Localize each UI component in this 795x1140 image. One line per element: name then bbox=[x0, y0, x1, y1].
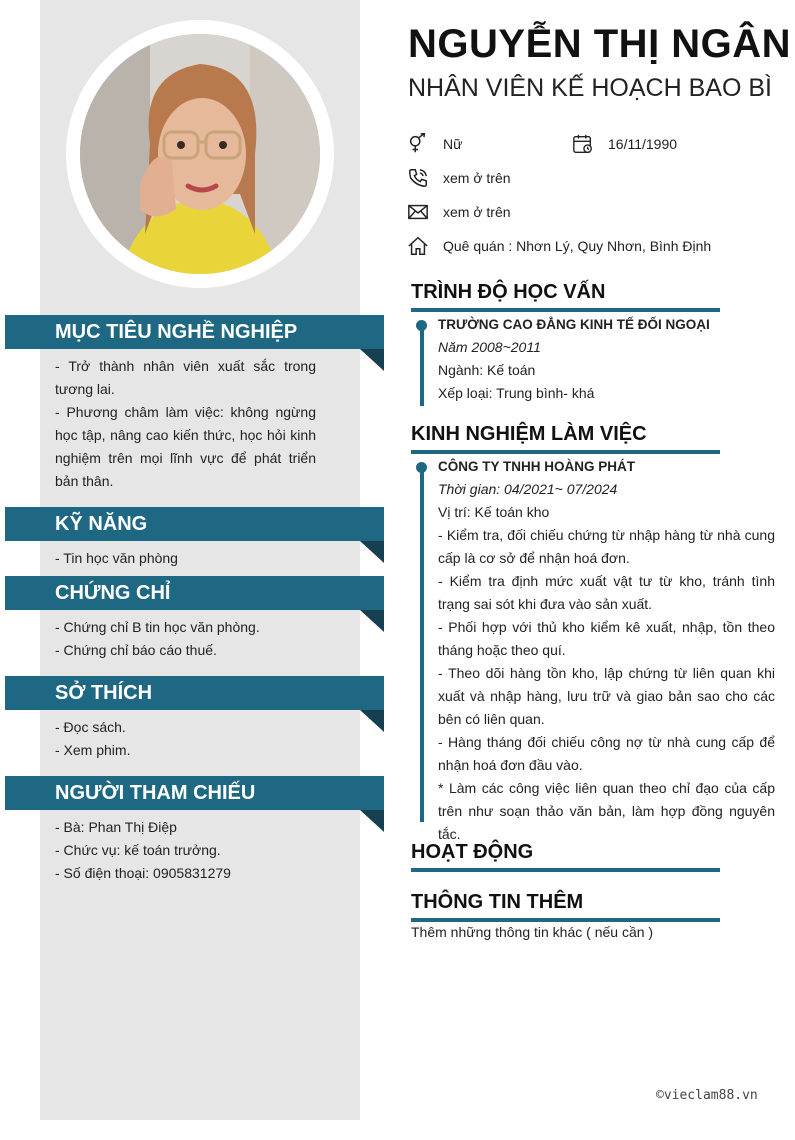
section-additional-title: THÔNG TIN THÊM bbox=[411, 891, 584, 913]
section-certificates-title: CHỨNG CHỈ bbox=[55, 582, 171, 604]
candidate-job-title: NHÂN VIÊN KẾ HOẠCH BAO BÌ bbox=[408, 74, 772, 102]
section-activities-title: HOẠT ĐỘNG bbox=[411, 841, 534, 863]
phone-icon bbox=[407, 167, 429, 189]
email-value: xem ở trên bbox=[443, 204, 511, 220]
section-hobbies-title: SỞ THÍCH bbox=[55, 682, 153, 704]
education-period: Năm 2008~2011 bbox=[438, 339, 541, 355]
duty-line: - Kiểm tra định mức xuất vật tư từ kho, tránh tình trạng sai sót khi đưa vào sản xuất. bbox=[438, 573, 775, 612]
experience-timeline bbox=[420, 472, 424, 822]
duty-line: - Hàng tháng đối chiếu công nợ từ nhà cung cấp để nhận hoá đơn đầu vào. bbox=[438, 734, 775, 773]
ribbon-fold bbox=[360, 810, 384, 832]
watermark: ©vieclam88.vn bbox=[656, 1088, 758, 1103]
objective-line: - Trở thành nhân viên xuất sắc trong tương lai. bbox=[55, 358, 316, 397]
gender-value: Nữ bbox=[443, 136, 463, 152]
section-skills-title: KỸ NĂNG bbox=[55, 513, 148, 535]
hobby-line: - Đọc sách. bbox=[55, 719, 126, 735]
additional-text: Thêm những thông tin khác ( nếu cần ) bbox=[411, 924, 654, 940]
skill-line: - Tin học văn phòng bbox=[55, 550, 178, 566]
section-objective-title: MỤC TIÊU NGHỀ NGHIỆP bbox=[55, 321, 298, 343]
objective-line: - Phương châm làm việc: không ngừng học tập, nâng cao kiến thức, học hỏi kinh nghiệm trên mọi lĩnh vực để phát triển bản thân. bbox=[55, 404, 316, 489]
section-objective-body bbox=[55, 355, 316, 493]
section-experience-title: KINH NGHIỆM LÀM VIỆC bbox=[411, 423, 647, 445]
section-additional-header bbox=[411, 889, 720, 922]
profile-photo bbox=[80, 34, 320, 274]
section-hobbies-body bbox=[55, 716, 316, 762]
section-skills-body bbox=[55, 547, 316, 570]
section-references-body bbox=[55, 816, 316, 885]
ribbon-fold bbox=[360, 541, 384, 563]
section-references-title: NGƯỜI THAM CHIẾU bbox=[55, 782, 256, 804]
candidate-name: NGUYỄN THỊ NGÂN bbox=[408, 22, 792, 66]
education-grade: Xếp loại: Trung bình- khá bbox=[438, 385, 595, 401]
hobby-line: - Xem phim. bbox=[55, 742, 131, 758]
section-certificates-body bbox=[55, 616, 316, 662]
education-entry bbox=[438, 313, 775, 405]
duty-line: - Phối hợp với thủ kho kiểm kê xuất, nhập, tồn theo tháng hoặc theo quí. bbox=[438, 619, 775, 658]
dob-value: 16/11/1990 bbox=[608, 136, 678, 152]
phone-value: xem ở trên bbox=[443, 170, 511, 186]
timeline-dot bbox=[416, 462, 427, 473]
hometown-value: Quê quán : Nhơn Lý, Quy Nhơn, Bình Định bbox=[443, 238, 712, 254]
experience-period: Thời gian: 04/2021~ 07/2024 bbox=[438, 481, 618, 497]
reference-line: - Chức vụ: kế toán trưởng. bbox=[55, 842, 221, 858]
experience-entry bbox=[438, 455, 775, 846]
gender-icon bbox=[407, 133, 429, 155]
duty-line: * Làm các công việc liên quan theo chỉ đạo của cấp trên như soạn thảo văn bản, làm hợp đồng nguyên tắc. bbox=[438, 780, 775, 842]
calendar-icon bbox=[572, 133, 594, 155]
education-timeline bbox=[420, 330, 424, 406]
section-education-header bbox=[411, 279, 720, 312]
home-icon bbox=[407, 235, 429, 257]
certificate-line: - Chứng chỉ báo cáo thuế. bbox=[55, 642, 217, 658]
school-name: TRƯỜNG CAO ĐẲNG KINH TẾ ĐỐI NGOẠI bbox=[438, 317, 710, 332]
gender-row bbox=[407, 133, 462, 155]
duty-line: - Theo dõi hàng tồn kho, lập chứng từ liên quan khi xuất và nhập hàng, lưu trữ và giao bản sao cho các bên có liên quan. bbox=[438, 665, 775, 727]
section-references-header bbox=[5, 776, 384, 810]
dob-row bbox=[572, 133, 677, 155]
portrait-illustration bbox=[80, 34, 320, 274]
section-activities-header bbox=[411, 839, 720, 872]
hometown-row bbox=[407, 235, 711, 257]
company-name: CÔNG TY TNHH HOÀNG PHÁT bbox=[438, 459, 636, 474]
ribbon-fold bbox=[360, 710, 384, 732]
section-objective-header bbox=[5, 315, 384, 349]
reference-line: - Số điện thoại: 0905831279 bbox=[55, 865, 231, 881]
experience-position: Vị trí: Kế toán kho bbox=[438, 504, 550, 520]
ribbon-fold bbox=[360, 610, 384, 632]
reference-line: - Bà: Phan Thị Điệp bbox=[55, 819, 177, 835]
email-row bbox=[407, 201, 511, 223]
photo-frame bbox=[66, 20, 334, 288]
certificate-line: - Chứng chỉ B tin học văn phòng. bbox=[55, 619, 260, 635]
phone-row bbox=[407, 167, 511, 189]
envelope-icon bbox=[407, 201, 429, 223]
ribbon-fold bbox=[360, 349, 384, 371]
section-certificates-header bbox=[5, 576, 384, 610]
duty-line: - Kiểm tra, đối chiếu chứng từ nhập hàng từ nhà cung cấp là cơ sở để nhận hoá đơn. bbox=[438, 527, 775, 566]
timeline-dot bbox=[416, 320, 427, 331]
section-education-title: TRÌNH ĐỘ HỌC VẤN bbox=[411, 281, 606, 303]
section-skills-header bbox=[5, 507, 384, 541]
section-experience-header bbox=[411, 421, 720, 454]
section-hobbies-header bbox=[5, 676, 384, 710]
education-major: Ngành: Kế toán bbox=[438, 362, 536, 378]
